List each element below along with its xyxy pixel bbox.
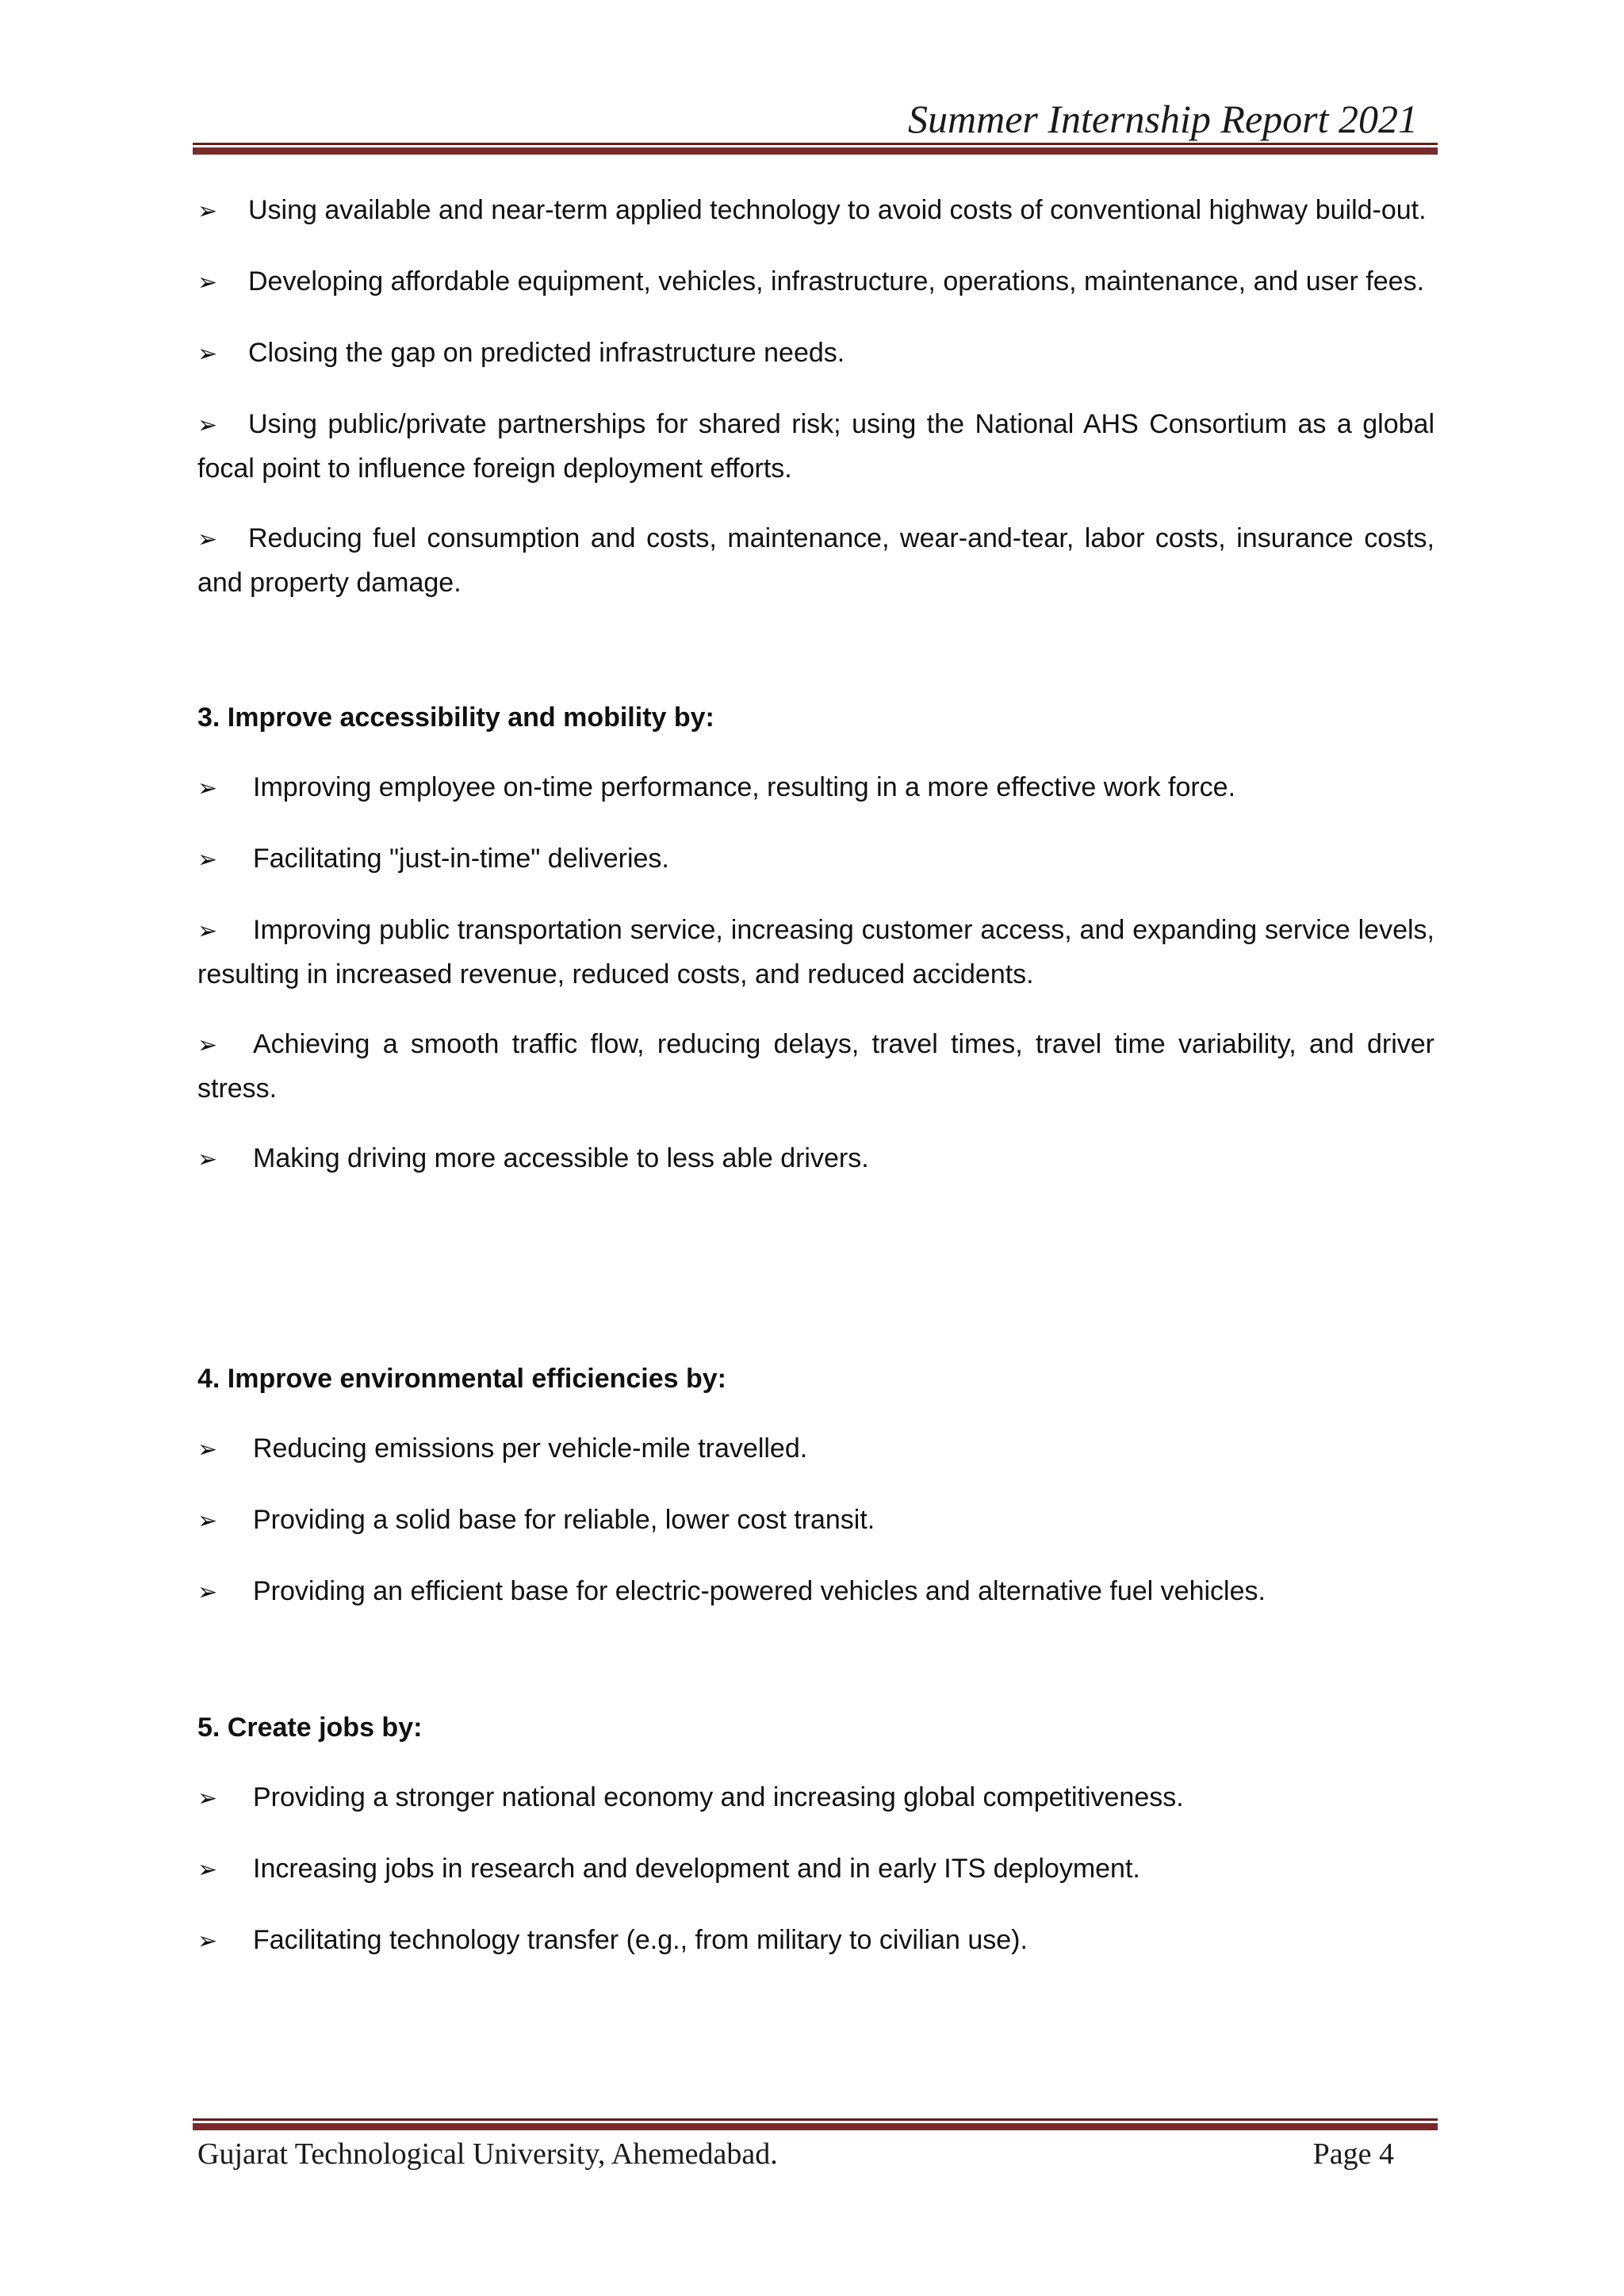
arrow-bullet-icon: ➢: [197, 340, 218, 368]
header-rule: [193, 143, 1438, 155]
page-body: [197, 189, 1434, 1990]
footer-institution: Gujarat Technological University, Ahemedabad.: [197, 2137, 778, 2171]
arrow-bullet-icon: ➢: [197, 526, 218, 553]
section-heading-jobs: 5. Create jobs by:: [197, 1712, 423, 1743]
arrow-bullet-icon: ➢: [197, 411, 218, 439]
arrow-bullet-icon: ➢: [197, 1856, 218, 1884]
list-item: ➢ Developing affordable equipment, vehicles, infrastructure, operations, maintenance, and user fees.: [197, 260, 1434, 304]
arrow-bullet-icon: ➢: [197, 1146, 218, 1173]
jobs-bullet-list: [197, 1776, 1434, 1963]
arrow-bullet-icon: ➢: [197, 775, 218, 802]
footer-rule: [193, 2118, 1438, 2130]
accessibility-bullet-list: [197, 766, 1434, 1181]
list-item: ➢ Closing the gap on predicted infrastructure needs.: [197, 331, 1434, 376]
arrow-bullet-icon: ➢: [197, 1436, 218, 1464]
list-item: ➢ Increasing jobs in research and development and in early ITS deployment.: [197, 1847, 1434, 1892]
list-item: ➢ Reducing fuel consumption and costs, maintenance, wear-and-tear, labor costs, insurance costs, and property damage.: [197, 517, 1434, 604]
list-item: ➢ Improving employee on-time performance, resulting in a more effective work force.: [197, 766, 1434, 810]
list-item: ➢ Providing a stronger national economy and increasing global competitiveness.: [197, 1776, 1434, 1820]
arrow-bullet-icon: ➢: [197, 1507, 218, 1535]
environment-bullet-list: [197, 1427, 1434, 1614]
arrow-bullet-icon: ➢: [197, 846, 218, 874]
list-item: ➢ Using available and near-term applied technology to avoid costs of conventional highway build-out.: [197, 189, 1434, 233]
arrow-bullet-icon: ➢: [197, 1785, 218, 1812]
intro-bullet-list: [197, 189, 1434, 604]
header-title: Summer Internship Report 2021: [908, 97, 1418, 141]
list-item: ➢ Improving public transportation service, increasing customer access, and expanding service levels, resulting in increased revenue, reduced costs, and reduced accidents.: [197, 909, 1434, 996]
list-item: ➢ Providing an efficient base for electric-powered vehicles and alternative fuel vehicles.: [197, 1570, 1434, 1614]
arrow-bullet-icon: ➢: [197, 269, 218, 297]
arrow-bullet-icon: ➢: [197, 1578, 218, 1606]
arrow-bullet-icon: ➢: [197, 197, 218, 225]
list-item: ➢ Making driving more accessible to less able drivers.: [197, 1137, 1434, 1181]
section-heading-accessibility: 3. Improve accessibility and mobility by:: [197, 702, 714, 733]
list-item: ➢ Providing a solid base for reliable, lower cost transit.: [197, 1498, 1434, 1543]
arrow-bullet-icon: ➢: [197, 917, 218, 945]
arrow-bullet-icon: ➢: [197, 1927, 218, 1955]
list-item: ➢ Facilitating "just-in-time" deliveries.: [197, 837, 1434, 882]
list-item: ➢ Reducing emissions per vehicle-mile travelled.: [197, 1427, 1434, 1471]
arrow-bullet-icon: ➢: [197, 1031, 218, 1059]
list-item: ➢ Facilitating technology transfer (e.g., from military to civilian use).: [197, 1919, 1434, 1963]
list-item: ➢ Using public/private partnerships for shared risk; using the National AHS Consortium as a global focal point to influence foreign deployment efforts.: [197, 403, 1434, 490]
section-heading-environment: 4. Improve environmental efficiencies by:: [197, 1364, 727, 1394]
list-item: ➢ Achieving a smooth traffic flow, reducing delays, travel times, travel time variability, and driver stress.: [197, 1023, 1434, 1110]
page-number: Page 4: [1312, 2137, 1394, 2171]
